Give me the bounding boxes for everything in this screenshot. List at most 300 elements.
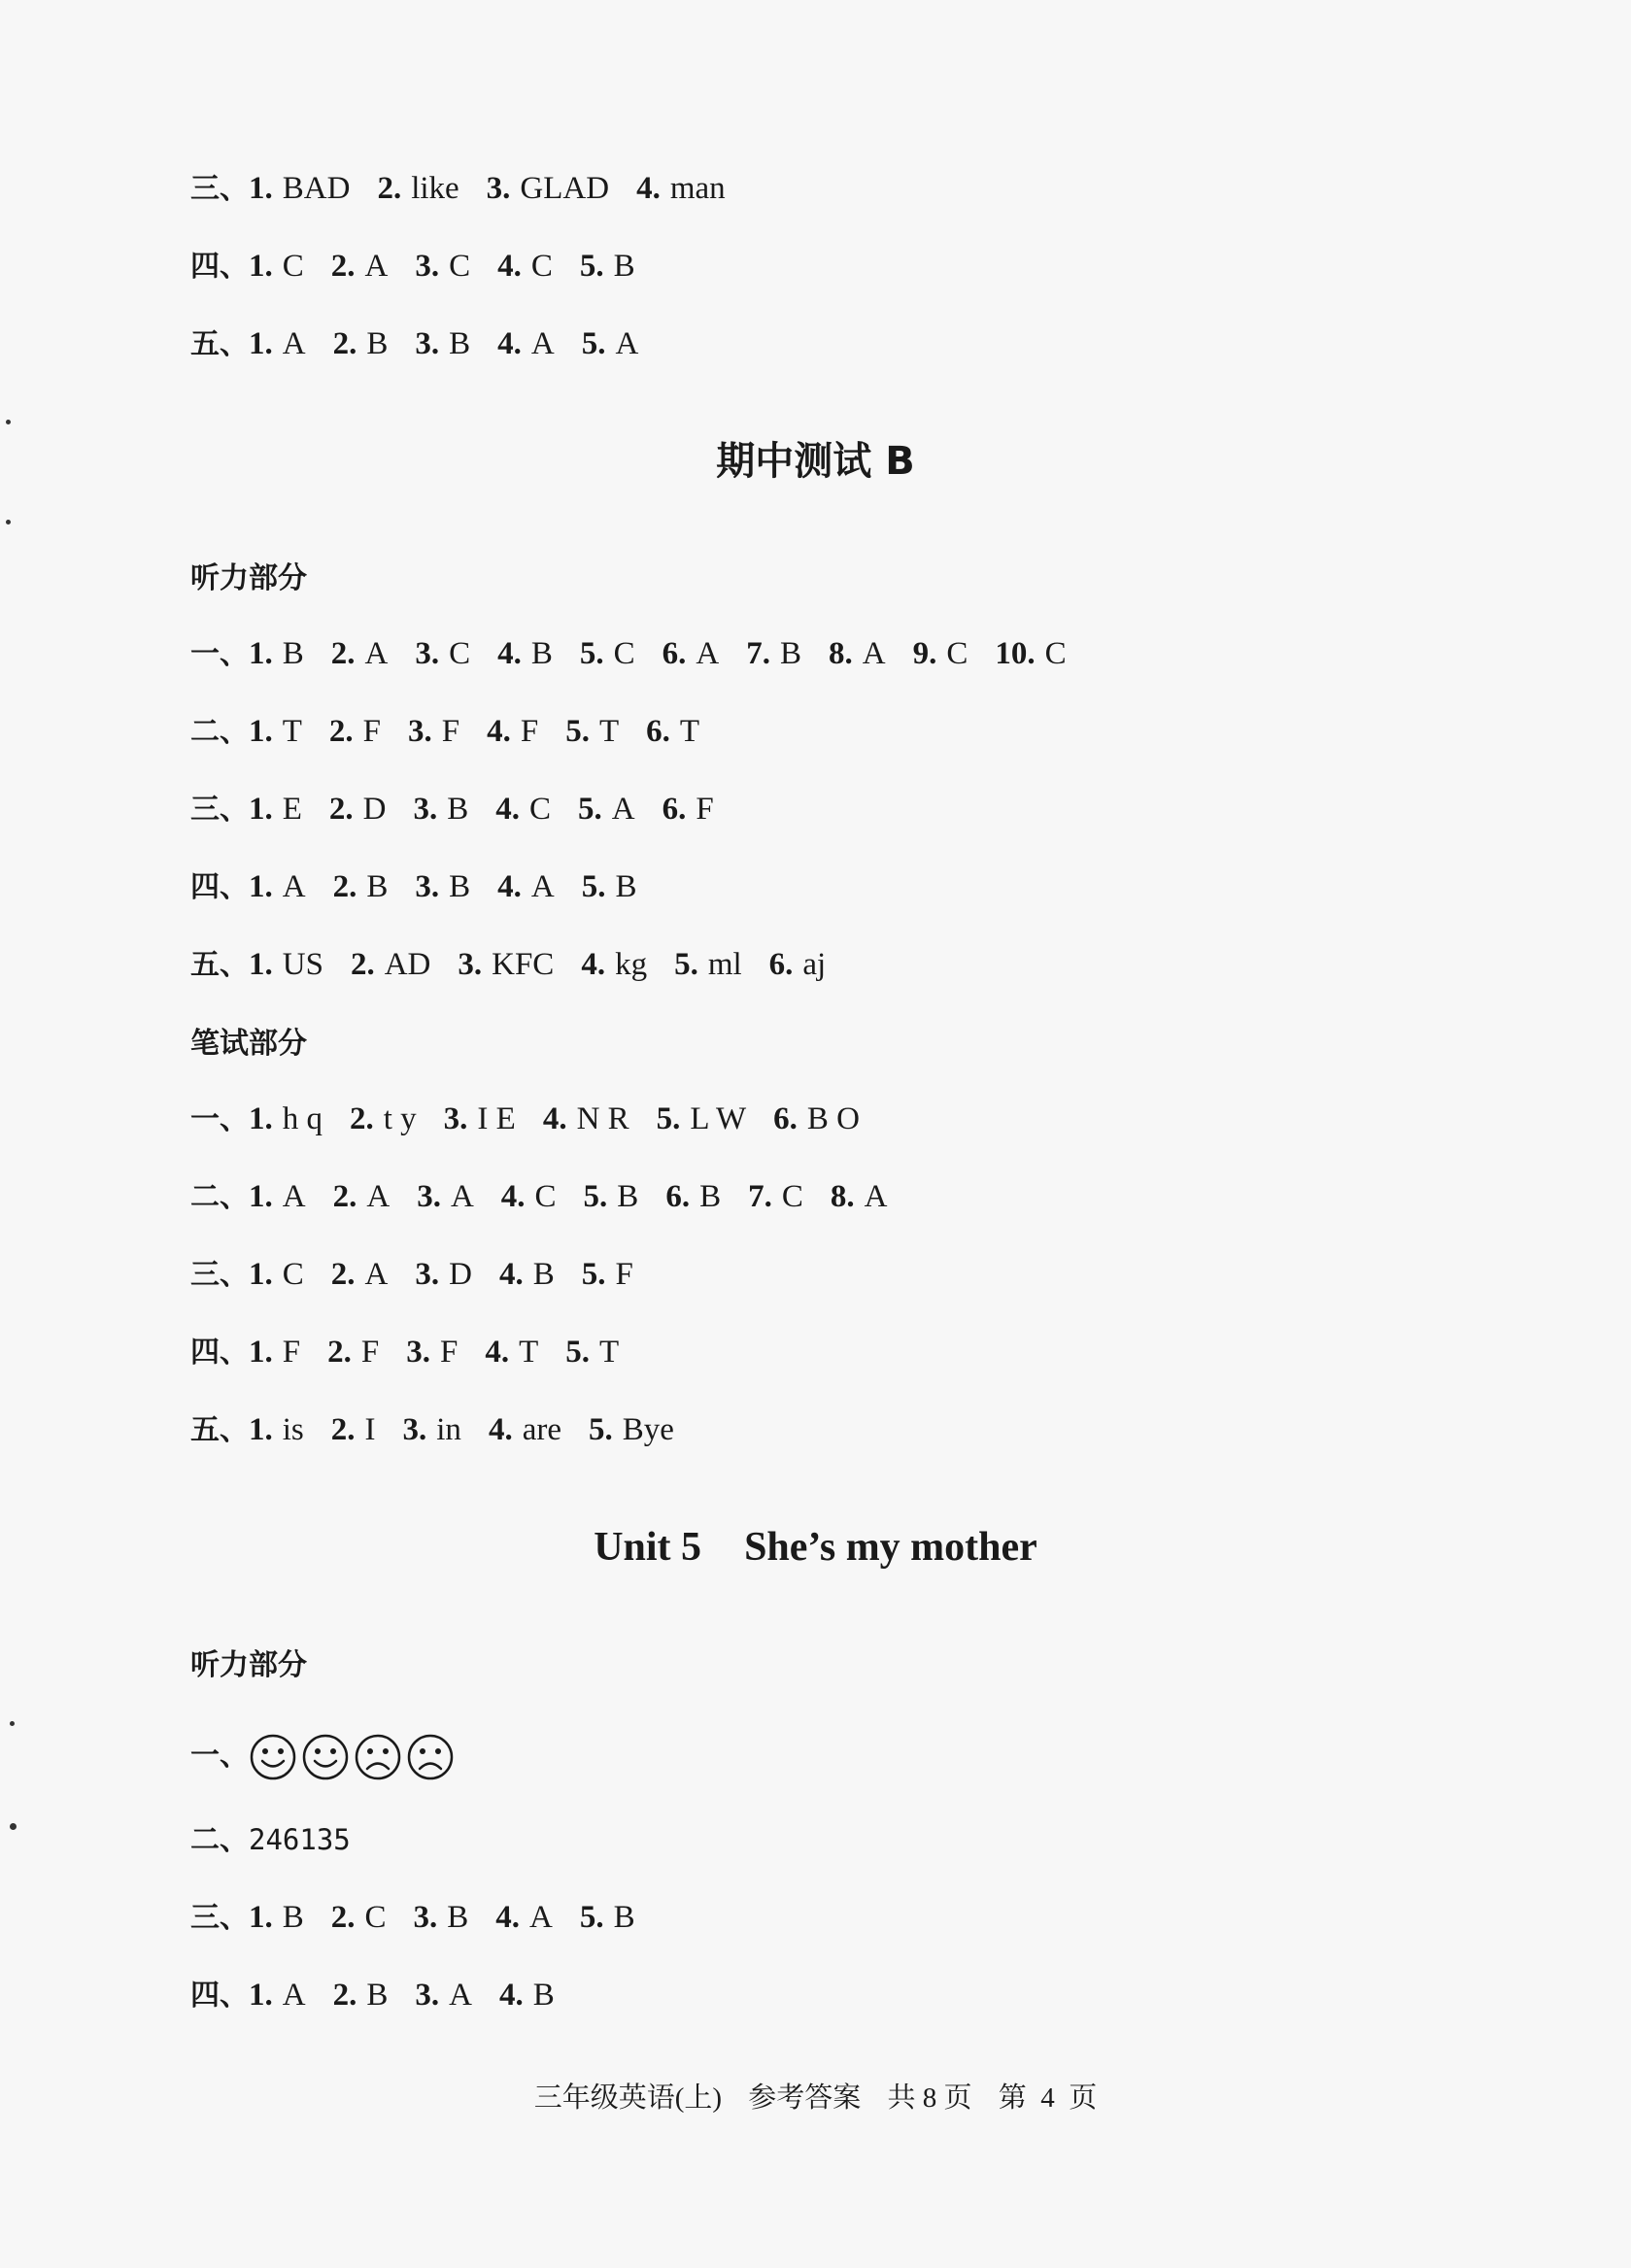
answer-item [249,792,302,827]
answer-value: kg [615,947,648,982]
answer-value: B O [806,1101,860,1136]
answer-row [190,1098,887,1141]
answer-item [403,1412,461,1447]
answer-row [190,245,663,288]
answer-value: A [282,1179,306,1214]
answer-item [913,636,968,671]
answer-value: B [532,1257,555,1292]
answer-value: BAD [282,171,351,206]
smile-icon [301,1733,350,1781]
answer-value: F [282,1335,301,1370]
answer-item [565,714,619,749]
answer-value: A [366,1179,391,1214]
footer-book: 三年级英语(上) [533,2082,723,2114]
question-prefix: 二、 [190,715,249,749]
item-number: 1. [249,249,273,284]
answer-value: A [864,1179,888,1214]
answer-item [584,1179,639,1214]
listening-label: 听力部分 [190,561,307,595]
item-number: 6. [662,636,687,671]
item-number: 3. [413,792,438,827]
answer-item [333,1978,389,2013]
question-prefix: 五、 [190,327,249,361]
item-number: 5. [565,1335,590,1370]
answer-item [497,869,555,904]
answer-item [444,1101,516,1136]
item-number: 2. [332,326,357,361]
question-prefix: 四、 [190,250,249,284]
answer-value: E [282,792,302,827]
answer-item [351,947,430,982]
answer-item [495,1900,553,1935]
item-number: 5. [579,1900,604,1935]
answer-item [458,947,554,982]
item-number: 3. [408,714,432,749]
answer-value: D [362,792,387,827]
answer-value: N R [576,1101,629,1136]
answer-value: man [669,171,726,206]
answer-value: A [364,1257,389,1292]
answer-row [190,710,727,754]
item-number: 4. [495,792,521,827]
item-number: 4. [542,1101,567,1136]
answer-value: F [362,714,382,749]
item-number: 2. [330,636,356,671]
answer-item [377,171,459,206]
answer-value: C [449,249,471,284]
item-number: 7. [748,1179,772,1214]
answer-item [333,326,389,361]
item-number: 8. [830,1179,855,1214]
section-title-midterm: 期中测试 B [716,439,915,484]
question-prefix: 二、 [190,1180,249,1214]
answer-item [499,1978,555,2013]
answer-value: B [532,1978,555,2013]
answer-row [190,788,741,831]
item-number: 6. [768,947,794,982]
answer-item [249,1257,304,1292]
answer-row [190,1818,351,1862]
answer-value: C [1044,636,1067,671]
item-number: 4. [487,714,511,749]
item-number: 2. [330,1900,356,1935]
item-number: 7. [746,636,770,671]
item-number: 5. [588,1412,613,1447]
item-number: 5. [565,714,590,749]
item-number: 5. [581,1257,606,1292]
answer-value: C [449,636,471,671]
answer-item [636,171,726,206]
answer-value: F [615,1257,633,1292]
answer-item [249,1900,304,1935]
answer-value: B [366,1978,389,2013]
item-number: 4. [497,636,522,671]
faces-group [249,1733,455,1781]
item-number: 3. [443,1101,468,1136]
answer-row-faces [190,1729,455,1782]
item-number: 6. [773,1101,798,1136]
answer-value: B [447,792,469,827]
answer-item [333,869,389,904]
answer-item [333,1179,391,1214]
answer-item [578,792,635,827]
item-number: 4. [498,1978,524,2013]
answer-item [331,1900,387,1935]
answer-item [495,792,551,827]
item-number: 6. [662,792,687,827]
answer-item [415,636,470,671]
answer-value: t y [383,1101,417,1136]
answer-item [406,1335,458,1370]
item-number: 1. [249,792,273,827]
item-number: 5. [583,1179,608,1214]
answer-item [831,1179,888,1214]
answer-value: A [364,249,389,284]
listening-label: 听力部分 [190,1648,307,1682]
item-number: 1. [249,714,273,749]
item-number: 3. [406,1335,430,1370]
answer-row [190,167,753,211]
answer-item [350,1101,417,1136]
answer-item [415,1978,472,2013]
answer-value: B [613,1900,635,1935]
answer-value: C [282,1257,304,1292]
answer-value: A [282,1978,306,2013]
answer-value: A [615,326,639,361]
answer-value: F [360,1335,380,1370]
sad-icon [406,1733,455,1781]
answer-item [497,249,553,284]
question-prefix: 五、 [190,948,249,982]
answer-value: in [436,1412,461,1447]
answer-item [487,171,609,206]
answer-item [249,869,306,904]
answer-value: B [617,1179,639,1214]
item-number: 4. [498,1257,524,1292]
answer-item [408,714,459,749]
scan-speck [6,420,11,424]
answer-value: C [946,636,968,671]
item-number: 1. [249,1335,273,1370]
answer-item [497,326,555,361]
item-number: 3. [415,1257,440,1292]
answer-item [580,1900,635,1935]
item-number: 2. [332,1978,357,2013]
answer-item [249,1179,306,1214]
answer-row [190,1896,663,1940]
answer-value: F [441,714,460,749]
answer-value: C [613,636,635,671]
answer-value: T [519,1335,539,1370]
answer-value: C [534,1179,557,1214]
answer-item [249,714,302,749]
answer-value: GLAD [520,171,610,206]
question-prefix: 三、 [190,1258,249,1292]
answer-row [190,943,853,987]
unit-title: She’s my mother [744,1525,1037,1570]
item-number: 3. [413,1900,438,1935]
answer-item [331,249,389,284]
answer-value: B [449,869,471,904]
item-number: 4. [497,249,522,284]
item-number: 5. [674,947,698,982]
answer-value: ml [707,947,742,982]
answer-value: US [282,947,323,982]
item-number: 1. [249,869,273,904]
answer-item [249,636,304,671]
answer-item [646,714,699,749]
answer-value: A [364,636,389,671]
answer-item [589,1412,674,1447]
answer-value: B [366,869,389,904]
answer-value: T [599,1335,620,1370]
answer-value: D [449,1257,472,1292]
answer-value: F [520,714,539,749]
answer-item [674,947,742,982]
answer-item [414,792,469,827]
item-number: 3. [486,171,511,206]
unit-number: Unit 5 [594,1525,702,1570]
item-number: 2. [328,714,354,749]
answer-item [249,1101,323,1136]
item-number: 3. [417,1179,441,1214]
item-number: 3. [458,947,483,982]
answer-value: is [282,1412,304,1447]
item-number: 3. [415,249,440,284]
answer-row [190,1253,661,1297]
item-number: 3. [415,636,440,671]
answer-item [665,1179,721,1214]
question-prefix: 三、 [190,1901,249,1935]
answer-value: h q [282,1101,323,1136]
answer-value: B [613,249,635,284]
item-number: 1. [249,1978,273,2013]
scan-speck [10,1721,15,1726]
answer-item [580,636,635,671]
question-prefix: 一、 [190,1739,249,1773]
item-number: 2. [332,869,357,904]
item-number: 10. [995,636,1036,671]
answer-value: AD [384,947,431,982]
answer-item [249,1335,300,1370]
answer-item [663,792,714,827]
item-number: 9. [912,636,937,671]
answer-value: B [449,326,471,361]
sad-icon [354,1733,402,1781]
answer-item [249,947,323,982]
answer-value: T [679,714,700,749]
footer-label: 参考答案 [748,2082,862,2114]
answer-value: Bye [622,1412,674,1447]
answer-row [190,1175,914,1219]
answer-value: C [529,792,552,827]
item-number: 2. [330,249,356,284]
item-number: 2. [330,1412,356,1447]
item-number: 4. [495,1900,521,1935]
item-number: 2. [328,792,354,827]
item-number: 2. [350,1101,374,1136]
answer-item [773,1101,860,1136]
answer-item [582,869,637,904]
answer-value: B [699,1179,722,1214]
answer-item [249,1412,304,1447]
item-number: 5. [656,1101,681,1136]
answer-item [415,1257,472,1292]
item-number: 5. [578,792,602,827]
answer-value: A [282,869,306,904]
item-number: 2. [350,947,375,982]
answer-item [582,326,639,361]
question-prefix: 三、 [190,172,249,206]
answer-item [581,947,647,982]
item-number: 2. [327,1335,352,1370]
answer-item [327,1335,379,1370]
answer-value: A [530,326,555,361]
answer-value: A [696,636,720,671]
page-footer [0,2079,1631,2117]
answer-row [190,322,665,366]
item-number: 3. [402,1412,427,1447]
answer-value: F [439,1335,459,1370]
answer-item [249,249,304,284]
scan-speck [6,520,11,525]
item-number: 1. [249,171,273,206]
answer-item [543,1101,629,1136]
item-number: 2. [377,171,402,206]
answer-item [663,636,720,671]
answer-item [746,636,801,671]
item-number: 4. [500,1179,526,1214]
answer-item [565,1335,619,1370]
answer-value: B [366,326,389,361]
item-number: 5. [581,869,606,904]
answer-item [331,636,389,671]
answer-row [190,1974,582,2017]
answer-value: are [522,1412,561,1447]
answer-row [190,1408,701,1452]
item-number: 3. [415,326,440,361]
answer-item [769,947,827,982]
answer-item [748,1179,803,1214]
item-number: 1. [249,1900,273,1935]
answer-value: B [780,636,802,671]
answer-item [415,869,470,904]
answer-value: T [599,714,620,749]
item-number: 1. [249,1179,273,1214]
answer-value: B [282,636,304,671]
answer-item [489,1412,561,1447]
answer-item [415,249,470,284]
answer-value: A [862,636,886,671]
answer-row [190,1331,646,1374]
item-number: 8. [829,636,853,671]
answer-value: A [282,326,306,361]
footer-page: 第 4 页 [998,2082,1098,2114]
answer-item [497,636,553,671]
item-number: 4. [636,171,661,206]
answer-value: A [611,792,635,827]
answer-value: aj [802,947,827,982]
answer-item [485,1335,538,1370]
item-number: 1. [249,947,273,982]
item-number: 3. [415,1978,440,2013]
answer-item [415,326,470,361]
answer-item [487,714,538,749]
question-prefix: 一、 [190,637,249,671]
answer-value: F [696,792,714,827]
writing-label: 笔试部分 [190,1027,307,1061]
item-number: 2. [332,1179,357,1214]
answer-item [329,714,381,749]
answer-value: like [411,171,459,206]
answer-value: A [529,1900,553,1935]
answer-value: I E [477,1101,516,1136]
answer-item [331,1412,376,1447]
answer-value: L W [690,1101,747,1136]
answer-item [580,249,635,284]
answer-item [582,1257,633,1292]
answer-value: KFC [492,947,555,982]
answer-value: B [282,1900,304,1935]
answer-item [329,792,387,827]
question-prefix: 三、 [190,793,249,827]
answer-item [417,1179,474,1214]
answer-value: C [530,249,553,284]
item-number: 1. [249,1101,273,1136]
answer-value: B [447,1900,469,1935]
answer-value: 246135 [249,1823,351,1856]
item-number: 4. [488,1412,513,1447]
section-title-unit5 [0,1520,1631,1574]
question-prefix: 四、 [190,1336,249,1370]
item-number: 1. [249,326,273,361]
item-number: 5. [579,636,604,671]
answer-row [190,865,663,909]
answer-item [249,326,306,361]
item-number: 5. [579,249,604,284]
answer-value: C [364,1900,387,1935]
answer-item [249,171,350,206]
answer-value: B [615,869,637,904]
answer-value: B [530,636,553,671]
item-number: 1. [249,1257,273,1292]
answer-value: A [530,869,555,904]
answer-item [501,1179,557,1214]
answer-value: C [781,1179,803,1214]
answer-item [499,1257,555,1292]
answer-value: A [450,1179,474,1214]
question-prefix: 四、 [190,870,249,904]
question-prefix: 一、 [190,1102,249,1136]
item-number: 6. [665,1179,691,1214]
item-number: 4. [485,1335,510,1370]
answer-item [995,636,1066,671]
item-number: 6. [646,714,670,749]
answer-row [190,632,1094,676]
answer-item [414,1900,469,1935]
item-number: 4. [497,326,522,361]
item-number: 3. [415,869,440,904]
footer-total: 共 8 页 [887,2082,972,2114]
answer-item [657,1101,746,1136]
item-number: 4. [581,947,606,982]
answer-item [249,1978,306,2013]
question-prefix: 四、 [190,1979,249,2013]
scan-speck [10,1823,17,1830]
question-prefix: 二、 [190,1823,249,1857]
item-number: 2. [330,1257,356,1292]
answer-item [331,1257,389,1292]
